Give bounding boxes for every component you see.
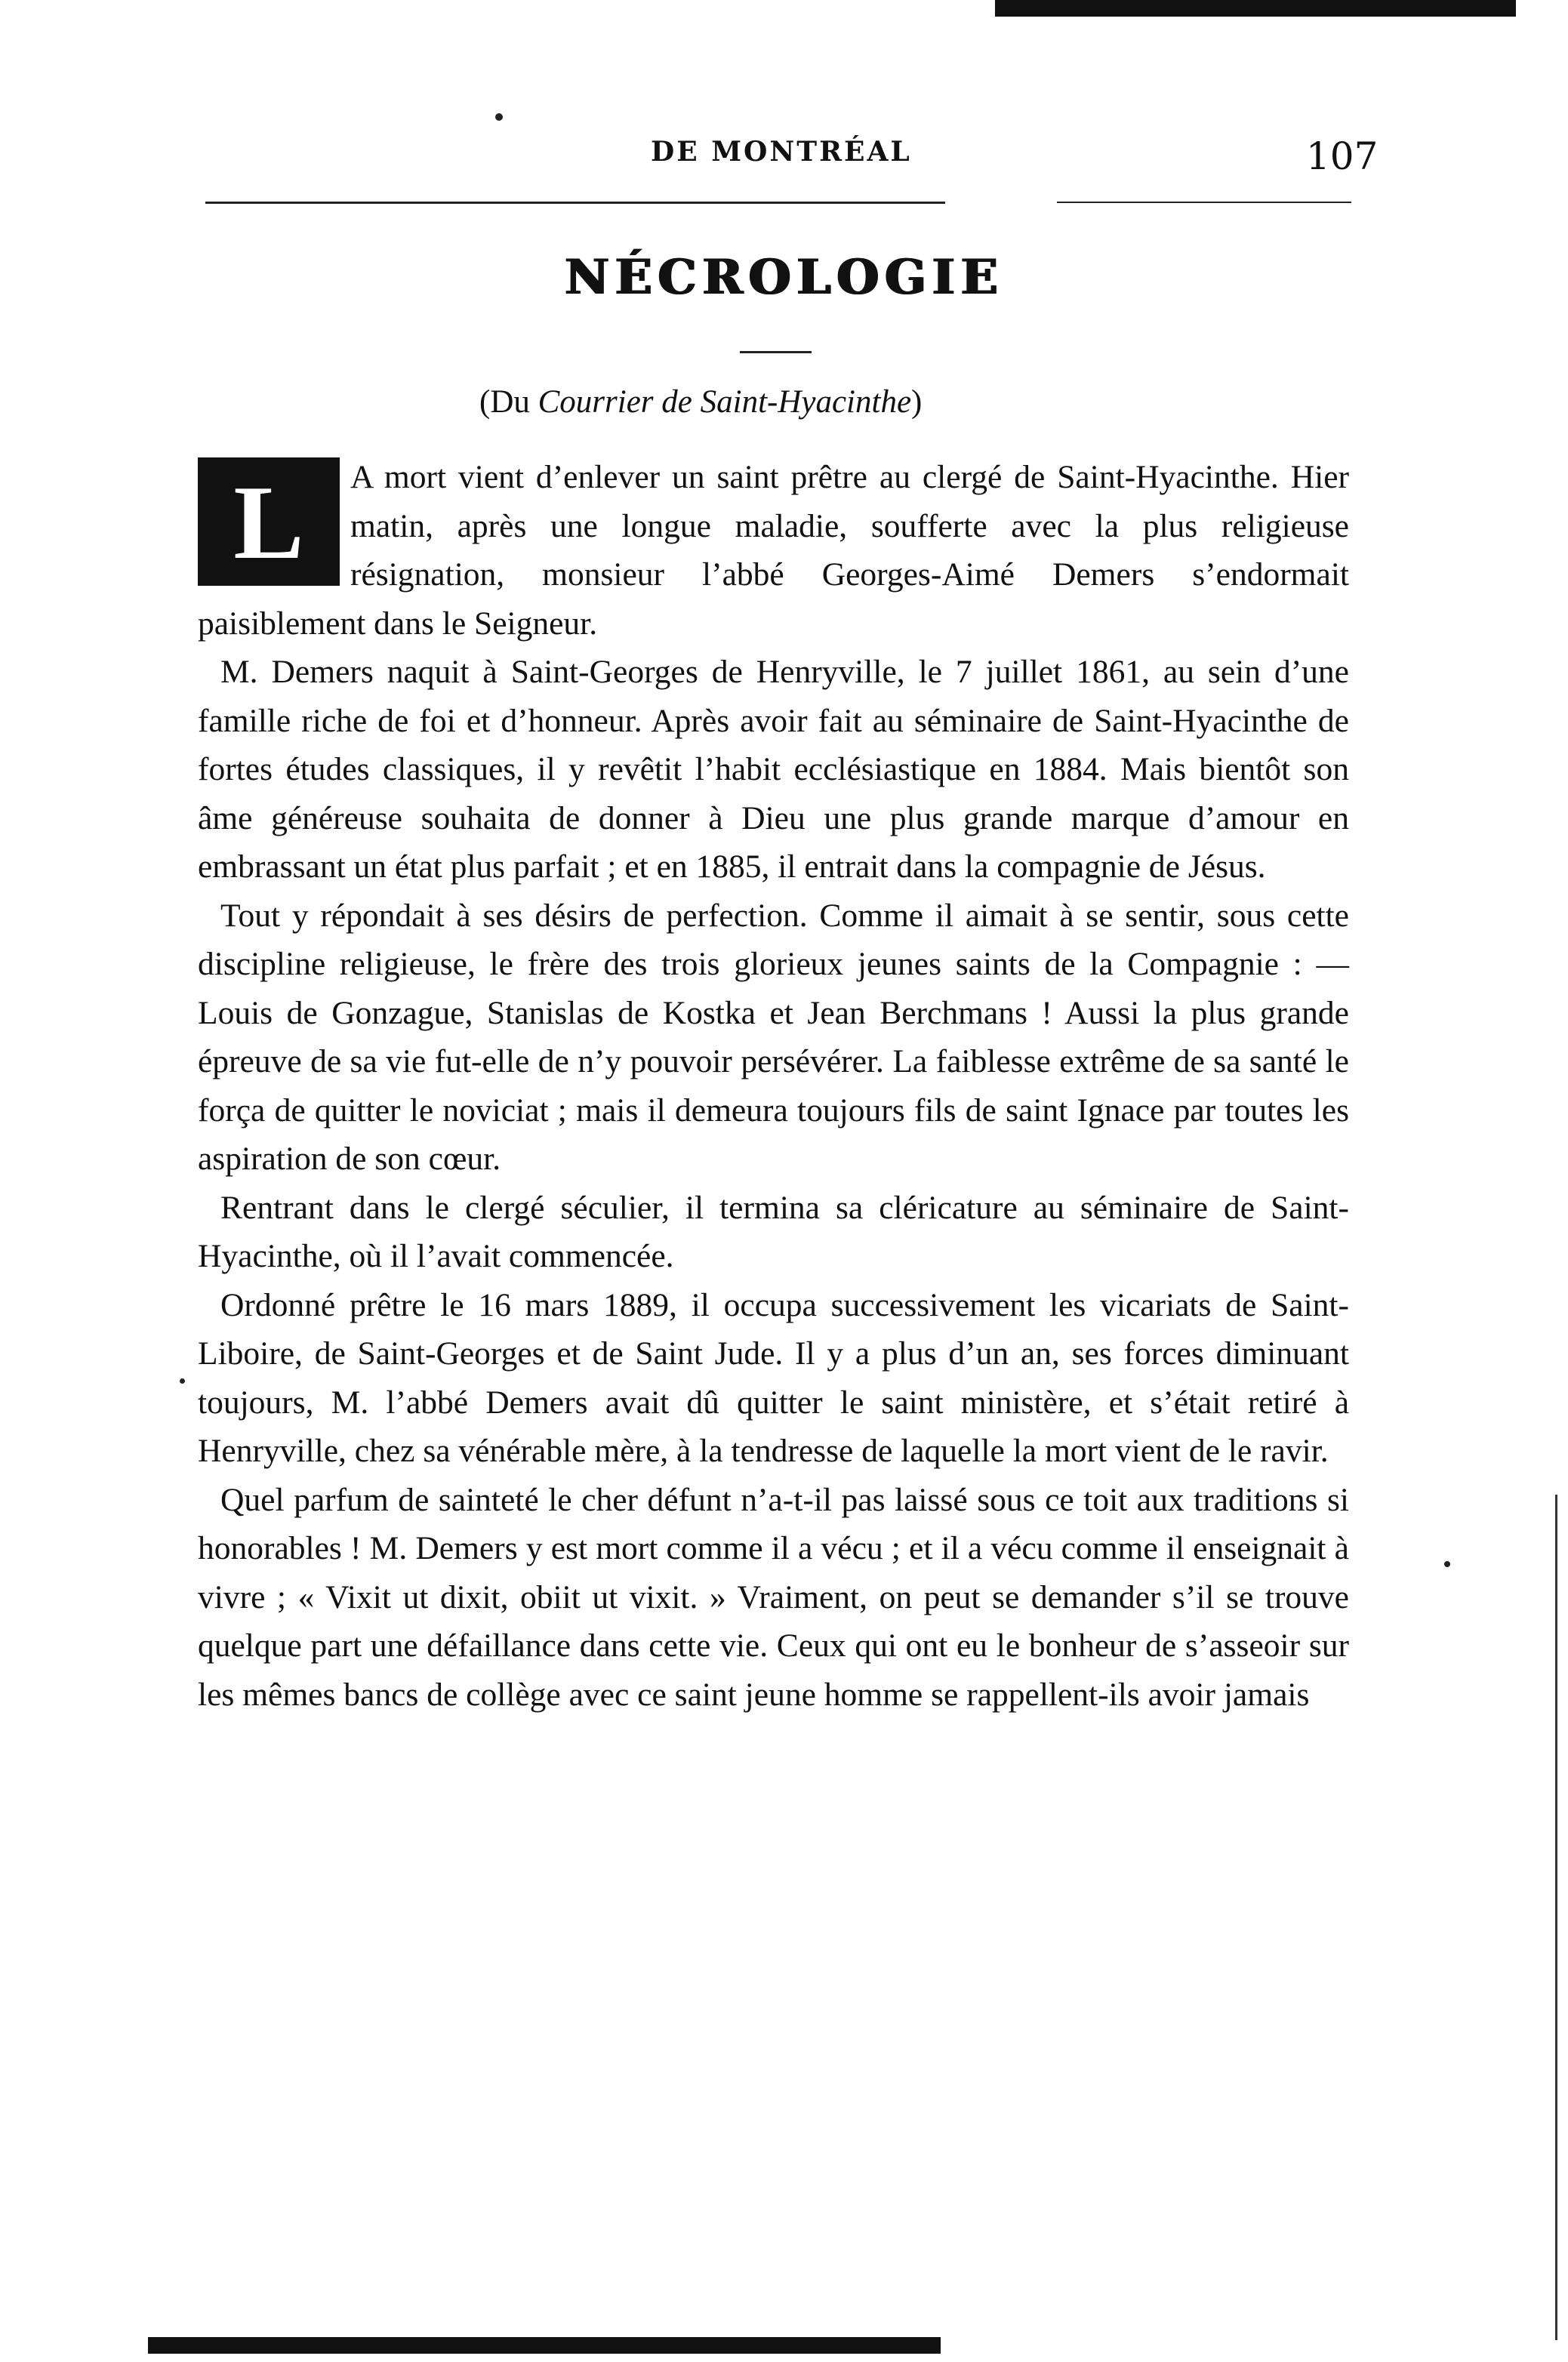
paragraph-3: Tout y répondait à ses désirs de perfection. Comme il aimait à se sentir, sous cette discipline religieuse, le frère des trois glorieux jeunes saints de la Compagnie : — Louis de Gonzague, Stanislas de Kostka et Jean Berchmans ! Aussi la plus grande épreuve de sa vie fut-elle de n’y pouvoir persévérer. La faiblesse extrême de sa santé le força de quitter le noviciat ; mais il demeura toujours fils de saint Ignace par toutes les aspiration de son cœur. [198,897,1349,1177]
title-rule [740,351,812,353]
paragraph-5: Ordonné prêtre le 16 mars 1889, il occupa successivement les vicariats de Saint-Liboire, de Saint-Georges et de Saint Jude. Il y a plus d’un an, ses forces diminuant toujours, M. l’abbé Demers avait dû quitter le saint ministère, et s’était retiré à Henryville, chez sa vénérable mère, à la tendresse de laquelle la mort vient de le ravir. [198,1286,1349,1469]
top-edge-rule [995,0,1516,17]
source-publication: Courrier de Saint-Hyacinthe [538,384,912,420]
source-open: (Du [479,384,538,420]
paragraph-1 [198,453,1349,648]
source-close: ) [911,384,923,420]
margin-rule [1555,1495,1557,2340]
header-rule [1057,202,1351,203]
running-head: DE MONTRÉAL [651,136,912,168]
bottom-edge-rule [148,2337,941,2354]
paragraph-2: M. Demers naquit à Saint-Georges de Henryville, le 7 juillet 1861, au sein d’une famille riche de foi et d’honneur. Après avoir fait au séminaire de Saint-Hyacinthe de fortes études classiques, il y revêtit l’habit ecclésiastique en 1884. Mais bientôt son âme généreuse souhaita de donner à Dieu une plus grande marque d’amour en embrassant un état plus parfait ; et en 1885, il entrait dans la compagnie de Jésus. [198,654,1349,885]
header-rule [205,202,945,204]
section-title: NÉCROLOGIE [564,249,1004,306]
source-line [479,383,922,420]
paragraph-1-text: A mort vient d’enlever un saint prêtre au clergé de Saint-Hyacinthe. Hier matin, après une longue maladie, soufferte avec la plus religieuse résignation, monsieur l’abbé Georges-Aimé Demers s’endormait paisiblement dans le Seigneur. [198,459,1349,642]
speck-mark [180,1378,185,1384]
speck-mark [495,113,503,121]
paragraph-6: Quel parfum de sainteté le cher défunt n’a-t-il pas laissé sous ce toit aux traditions si honorables ! M. Demers y est mort comme il a vécu ; et il a vécu comme il enseignait à vivre ; « Vixit ut dixit, obiit ut vixit. » Vraiment, on peut se demander s’il se trouve quelque part une défaillance dans cette vie. Ceux qui ont eu le bonheur de s’asseoir sur les mêmes bancs de collège avec ce saint jeune homme se rappellent-ils avoir jamais [198,1481,1349,1713]
page-number: 107 [1306,134,1379,178]
paragraph-4: Rentrant dans le clergé séculier, il termina sa cléricature au séminaire de Saint-Hyacinthe, où il l’avait commencée. [198,1189,1349,1274]
drop-cap: L [198,457,340,586]
article-body [198,453,1349,1719]
bullet-mark [1444,1561,1450,1567]
